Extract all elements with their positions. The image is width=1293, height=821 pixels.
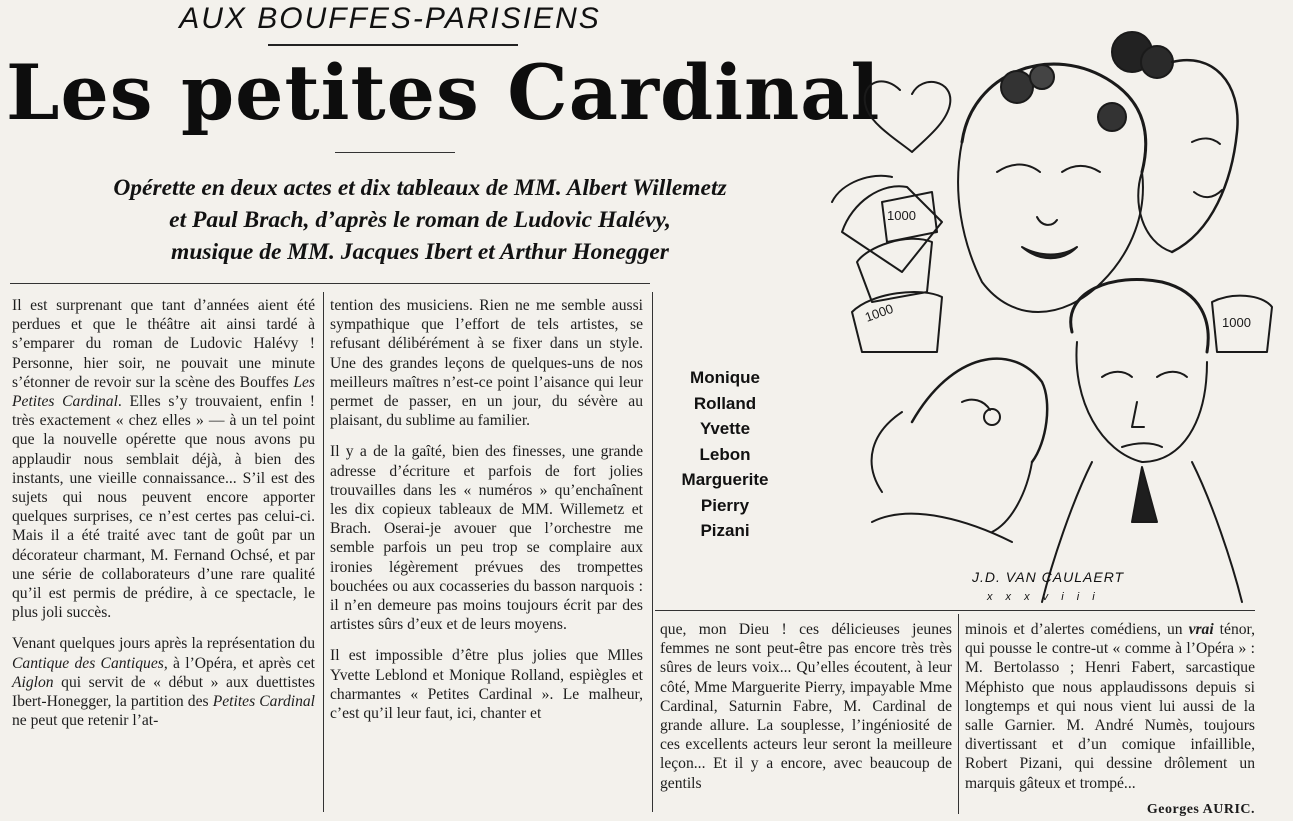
author-signature: Georges AURIC.: [1146, 802, 1255, 817]
artist-signature: J.D. VAN CAULAERT: [972, 569, 1125, 585]
article-column-1: [12, 296, 315, 742]
paragraph: Il est impossible d’être plus jolies que Mlles Yvette Leblond et Monique Rolland, espiègles et charmantes « Petites Cardinal ». Le malheur, c’est qu’il leur faut, ici, chanter et: [330, 647, 643, 723]
cast-name: Lebon: [699, 444, 751, 464]
subtitle-line: et Paul Brach, d’après le roman de Ludovic Halévy,: [169, 207, 671, 233]
paragraph: que, mon Dieu ! ces délicieuses jeunes femmes ne sont peut-être pas encore très très sûres de leurs voix... Qu’elles écoutent, à leur côté, Mme Marguerite Pierry, impayable Mme Cardinal, Saturnin Fabre, M. Cardinal de grande allure. La souplesse, l’ingéniosité de ces excellents acteurs leur seront la meilleure leçon... Et il y a encore, avec beaucoup de gentils: [660, 621, 952, 792]
article-column-3: [660, 620, 952, 805]
article-column-2: [330, 296, 643, 735]
kicker: AUX BOUFFES-PARISIENS: [179, 2, 601, 35]
cast-name: Pierry: [700, 495, 750, 515]
paragraph: Il est surprenant que tant d’années aient été perdues et que le théâtre ait ainsi tardé à s’emparer du roman de Ludovic Halévy ! Personne, hier soir, ne pouvait une minute s’étonner de revoir sur la scène des Bouffes Les Petites Cardinal. Elles s’y trouvaient, enfin ! très exactement « chez elles » — à un tel point que la nouvelle opérette que nous avons pu applaudir nous semblait déjà, à bien des instants, une vieille connaissance... S’il est des sujets qui nous peuvent encore apporter quelques surprises, ce n’est certes pas celui-ci. Mais il a été traité avec tant de goût par un décorateur charmant, M. Fernand Ochsé, et par une série de collaborateurs d’une rare qualité qu’il est permis de prédire, à ce spectacle, le plus joli succès.: [12, 297, 316, 622]
kicker-underline: [268, 44, 518, 46]
cast-name: Yvette: [699, 419, 751, 438]
paragraph: minois et d’alertes comédiens, un vrai ténor, qui pousse le contre-ut « comme à l’Opéra » : M. Bertolasso ; Henri Fabert, sarcastique Méphisto que nous applaudissons depuis si longtemps et qui nous vient lui aussi de la salle Garnier. M. André Numès, toujours divertissant et d’un comique infaillible, Robert Pizani, qui dessine drôlement un marquis gâteux et trompé...: [965, 621, 1255, 792]
cast-name: Marguerite: [681, 470, 769, 489]
cast-name: Monique: [690, 368, 760, 387]
date-mark: x x x v i i i: [987, 591, 1100, 603]
note-text: 1000: [1222, 315, 1251, 330]
subtitle: [60, 172, 780, 268]
cast-caption: [655, 365, 795, 544]
paragraph: Venant quelques jours après la représentation du Cantique des Cantiques, à l’Opéra, et après cet Aiglon qui servit de « début » aux duettistes Ibert-Honegger, la partition des Petites Cardinal ne peut que retenir l’at-: [12, 635, 316, 730]
cast-name: Pizani: [700, 521, 750, 540]
headline: Les petites Cardinal: [6, 48, 881, 137]
headline-rule: [335, 152, 455, 153]
column-divider: [958, 614, 959, 814]
caricature-illustration: [812, 22, 1292, 612]
top-rule-left: [10, 283, 650, 284]
work-title: Les Petites Cardinal: [12, 373, 315, 411]
work-title: Aiglon: [12, 673, 54, 691]
work-title: Cantique des Cantiques: [12, 654, 164, 672]
subtitle-line: Opérette en deux actes et dix tableaux de MM. Albert Willemetz: [113, 175, 727, 201]
paragraph: Il y a de la gaîté, bien des finesses, une grande adresse d’écriture et parfois de fort jolies trouvailles dans les « numéros » qu’enchaînent les dix copieux tableaux de MM. Willemetz et Brach. Oserai-je avouer que l’orchestre me semble parfois un peu trop se complaire aux ironies légèrement prévues des trompettes bouchées ou aux cocasseries du basson narquois : il n’en demeure pas moins toujours écrit par des artistes sûrs d’eux et de leurs moyens.: [330, 443, 643, 634]
heart-shape: [865, 81, 951, 152]
column-divider: [652, 292, 653, 812]
cast-name: Rolland: [693, 393, 757, 413]
paragraph: tention des musiciens. Rien ne me semble aussi sympathique que l’effort de tels artistes, se refusant délibérément à se fixer dans un style. Une des grandes leçons de quelques-uns de nos meilleurs maîtres n’est-ce point l’aisance qui leur permet de passer, en un jour, du sévère au plaisant, du sublime au familier.: [330, 297, 643, 430]
note-text: 1000: [862, 300, 896, 325]
subtitle-line: musique de MM. Jacques Ibert et Arthur Honegger: [171, 239, 669, 265]
work-title: Petites Cardinal: [212, 693, 316, 711]
note-text: 1000: [887, 208, 916, 223]
column-divider: [323, 292, 324, 812]
emphasis: vrai: [1188, 621, 1214, 638]
article-column-4: [965, 620, 1255, 805]
